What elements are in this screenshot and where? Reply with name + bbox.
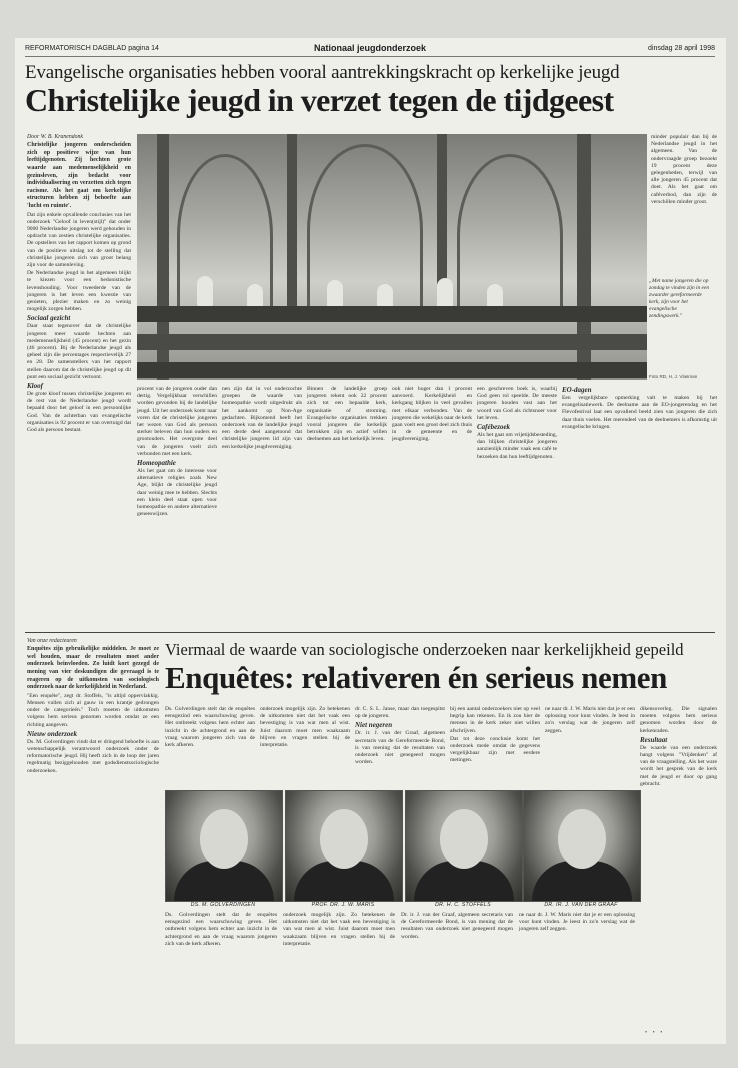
article2-paragraph: Dr. ir. J. van der Graaf, algemeen secretaris van de Gereformeerde Bond, is van mening dat de resultaten van onderzoek niet genegeerd mogen worden. xyxy=(355,730,445,766)
article1-column-8 xyxy=(562,386,717,626)
article1-headline: Christelijke jeugd in verzet tegen de tijdgeest xyxy=(25,82,614,118)
newspaper-page xyxy=(15,38,726,1044)
article2-column-lower-3 xyxy=(401,912,513,1030)
article1-paragraph: Daar staat tegenover dat de christelijke jongeren meer waarde hechten aan medemenselijkheid (45 procent) en het gezin (46 procent). Bij de Nederlandse jeugd als geheel zijn die percentages respectievelijk 27 en 28. De samenstellers van het rapport stellen daarom dat de christelijke jeugd op dit punt een sociaal gezicht vertoont. xyxy=(27,323,131,380)
article2-paragraph: Dat tot deze conclusie komt het onderzoek mede omdat de gegevens vergelijkbaar zijn met eerdere metingen. xyxy=(450,735,540,764)
portrait-caption: DR. H. C. STOFFELS xyxy=(435,902,491,908)
article2-column-lower-2 xyxy=(283,912,395,1030)
article1-paragraph: Dat zijn enkele opvallende conclusies van het onderzoek "Geloof in leven(stijl)" dat onder 9000 Nederlandse jongeren werd gehouden in opdracht van zestien christelijke organisaties. De opstellers van het rapport komen op grond van de positieve uitslag tot de stelling dat christelijke jongeren zich van groot belang zijn voor de samenleving. xyxy=(27,211,131,268)
article2-column-3 xyxy=(260,706,350,786)
article2-paragraph: dikensoverleg. Die signalen moeten volgens hem serieus genomen worden door de kerkenraden. xyxy=(640,706,717,734)
article2-headline: Enquêtes: relativeren én serieus nemen xyxy=(165,660,667,695)
section-divider xyxy=(25,632,715,633)
article2-column-2 xyxy=(165,706,255,786)
article2-column-6 xyxy=(545,706,635,786)
portrait-caption: DS. M. GOLVERDINGEN xyxy=(190,902,256,908)
article1-column-2 xyxy=(137,386,217,626)
article2-column-lower-1 xyxy=(165,912,277,1030)
portrait-caption: DR. IR. J. VAN DER GRAAF xyxy=(544,902,618,908)
header-date: dinsdag 28 april 1998 xyxy=(648,45,715,52)
article1-paragraph: een geschreven boek is, waarbij God geen rol speelde. De meeste jongeren houden vast aan het woord van God als richtsnoer voor het leven. xyxy=(477,386,557,421)
portrait-van-der-graaf xyxy=(523,790,641,902)
article1-paragraph: Een vergelijkbare opmerking valt te maken bij het evangelisatiewerk. De deelname aan de EO-jongerendag en het Flevofestival laat een opvallend beeld zien van jongeren die zich daar thuis voelen. Het merendeel van de deelnemers is afkomstig uit evangelische kringen. xyxy=(562,395,717,430)
article2-paragraph: Ds. Golverdingen stelt dat de enquêtes eensgezind een waarschuwing geven. Het ontbreekt volgens hem echter aan inzicht in de achtergrond en aan de vraag waarom jongeren zich van de kerk afkeren. xyxy=(165,706,255,749)
article2-paragraph: dr. C. S. L. Janse, maar dan toegespitst op de jongeren. xyxy=(355,706,445,720)
article2-column-1 xyxy=(27,638,159,1028)
article2-column-5 xyxy=(450,706,540,786)
article2-column-lower-4 xyxy=(519,912,635,1030)
article1-column-1 xyxy=(27,134,131,626)
portrait-stoffels xyxy=(405,790,523,902)
article1-column-6 xyxy=(477,386,557,626)
article2-paragraph: Dr. ir. J. van der Graaf, algemeen secretaris van de Gereformeerde Bond, is van mening dat de resultaten van onderzoek niet genegeerd mogen worden. xyxy=(401,912,513,940)
article2-subhead: Nieuw onderzoek xyxy=(27,729,77,738)
article1-kicker: Evangelische organisaties hebben vooral aantrekkingskracht op kerkelijke jeugd xyxy=(25,62,620,83)
article2-paragraph: ne naar dr. J. W. Maris niet dat je er een oplossing voor kunt vinden. Je leest in zo'n verslag wat de jongeren zelf zeggen. xyxy=(519,912,635,933)
article1-paragraph: De grote kloof tussen christelijke jongeren en de rest van de Nederlandse jeugd wordt bepaald door het geloof in een persoonlijke God. Van de achterban van evangelische organisaties is 92 procent er van overtuigd dat God als persoon bestaat. xyxy=(27,391,131,434)
article1-paragraph: De Nederlandse jeugd in het algemeen blijkt te kiezen voor een hedonistische levenshouding. Voor tweederde van de jongeren is het leven een kwestie van genieten, plezier maken en zo weinig mogelijk zorgen hebben. xyxy=(27,270,131,313)
article2-paragraph: bij een aantal onderzoekers niet op veel begrip kan rekenen. En ik zou hier de mensen in de kerk zeker niet willen afschrijven. xyxy=(450,706,540,734)
article1-column-4 xyxy=(307,386,387,626)
article1-subhead: Cafébezoek xyxy=(477,423,511,432)
article1-paragraph: nen zijn dat in vol onderzochte groepen de waarde van homeopathie wordt uitgedrukt als het aankomt op Non-Age gedachten. Bijkomend heeft het onderzoek van de landelijke jeugd een derde deel aangetoond dat christelijke jongeren lid zijn van een kerkelijke jeugdvereniging. xyxy=(222,386,302,450)
article1-column-3 xyxy=(222,386,302,626)
article2-subhead: Niet negeren xyxy=(355,721,393,730)
article2-subhead: Resultaat xyxy=(640,735,668,744)
article1-paragraph: ook niet hoger dan 1 procent aanvoerd. Kerkelijkheid en kerkgang blijken in veel gevallen met elkaar verbonden. Van de jongeren die wekelijks naar de kerk gaan voelt een groot deel zich thuis in de gemeente en de jeugdvereniging. xyxy=(392,386,472,443)
header-newspaper-page: REFORMATORISCH DAGBLAD pagina 14 xyxy=(25,45,159,52)
footer-marks: • • • xyxy=(645,1030,665,1036)
article2-paragraph: Ds. M. Golverdingen vindt dat er dringend behoefte is aan wetenschappelijk verantwoord onderzoek onder de reformatorische jeugd. Hij heeft zich in de loop der jaren regelmatig beziggehouden met godsdienstsociologische onderzoeken. xyxy=(27,738,159,774)
header-section: Nationaal jeugdonderzoek xyxy=(313,43,427,53)
article1-paragraph: minder populair dan bij de Nederlandse jeugd in het algemeen. Van de ondervraagde groep bezoekt 19 procent deze gelegenheden, terwijl van alle jongeren 45 procent dat doet. Als het gaat om caféverbod, dan zijn de verschillen minder groot. xyxy=(651,134,717,205)
article2-intro: Enquêtes zijn gebruikelijke middelen. Je moet ze wel houden, maar de resultaten moet ander onderzoek beinvloeden. Zo luidt kort gezegd de mening van vier deskundigen die gevraagd is te reageren op de uitkomsten van sociologisch onderzoek naar de kerkelijkheid in Nederland. xyxy=(27,646,159,691)
article1-paragraph: Als het gaat om de interesse voor alternatieve religies zoals New Age, blijkt de christelijke jeugd daar weinig mee te hebben. Slechts een klein deel staat open voor homeopathie en andere alternatieve geneeswijzen. xyxy=(137,468,217,518)
article2-paragraph: onderzoek mogelijk zijn. Zo betekenen de uitkomsten niet dat het vaak een bevestiging is van wat men al wist. Juist daarom moet men waakzaam blijven en vragen stellen bij de interpretatie. xyxy=(260,706,350,749)
article2-paragraph: "Een enquête", zegt dr. Stoffels, "is altijd oppervlakkig. Mensen vullen zich al gauw in een krantje gedrongen onder de categorieën." Toch moeten de uitkomsten volgens hem serieus genomen worden omdat ze een richting aangeven. xyxy=(27,692,159,728)
portrait-golverdingen xyxy=(165,790,283,902)
article1-paragraph: Als het gaat om vrijetijdsbesteding, dan blijken christelijke jongeren aanzienlijk minder vaak een café te bezoeken dan hun leeftijdgenoten. xyxy=(477,432,557,460)
article1-column-7 xyxy=(651,134,717,274)
article1-paragraph: procent van de jongeren ouder dan dertig. Vergelijkbaar verschillen worden gevonden bij de landelijke jeugd. Uit het onderzoek komt naar voren dat de christelijke jongeren het wezen van God als persoon sterker beleven dan hun ouders en grootouders. Het overgrote deel van de jongeren voelt zich verbonden met een kerk. xyxy=(137,386,217,457)
portrait-caption: PROF. DR. J. W. MARIS xyxy=(311,902,375,908)
article2-kicker: Viermaal de waarde van sociologische onderzoeken naar kerkelijkheid gepeild xyxy=(165,640,684,659)
photo-caption: „Met name jongeren die op zondag te vinden zijn in een zwaarder gereformeerde kerk, zijn voor het evangelische zendingswerk." xyxy=(649,278,710,319)
article2-paragraph: onderzoek mogelijk zijn. Zo betekenen de uitkomsten niet dat het vaak een bevestiging is van wat men al wist. Juist daarom moet men waakzaam blijven en vragen stellen bij de interpretatie. xyxy=(283,912,395,947)
church-photo xyxy=(137,134,647,380)
article2-column-4 xyxy=(355,706,445,786)
article1-column-5 xyxy=(392,386,472,626)
page-header xyxy=(25,42,715,57)
article2-paragraph: ne naar dr. J. W. Maris niet dat je er een oplossing voor kunt vinden. Je leest in zo'n verslag wat de jongeren zelf zeggen. xyxy=(545,706,635,734)
portrait-maris xyxy=(285,790,403,902)
article1-subhead: Homeopathie xyxy=(137,459,176,468)
article1-paragraph: Binnen de landelijke groep jongeren rekent ook 22 procent zich tot een bepaalde kerk, organisatie of stroming. Evangelische organisaties trekken vooral jongeren die kerkelijk betrokken zijn en actief willen deelnemen aan het kerkelijk leven. xyxy=(307,386,387,443)
article2-paragraph: Ds. Golverdingen stelt dat de enquêtes eensgezind een waarschuwing geven. Het ontbreekt volgens hem echter aan inzicht in de achtergrond en aan de vraag waarom jongeren zich van de kerk afkeren. xyxy=(165,912,277,947)
article2-paragraph: De waarde van een onderzoek hangt volgens "Vrijdenken" af van de vraagstelling. Als het ware wordt het gesprek van de kerk met de jeugd er door op gang gebracht. xyxy=(640,744,717,787)
article1-subhead: Sociaal gezicht xyxy=(27,314,71,323)
article1-subhead: Kloof xyxy=(27,382,43,391)
article2-intro-label: Van onze redacteuren xyxy=(27,638,77,644)
photo-credit: Foto RD, H. J. Vlasman xyxy=(649,374,698,379)
article1-subhead: EO-dagen xyxy=(562,386,592,394)
article1-lead: Christelijke jongeren onderscheiden zich op positieve wijze van hun leeftijdgenoten. Zij hechten grote waarde aan medemenselijkheid en gezinsleven, zijn bedacht voor individualisering en verzetten zich tegen racisme. Als het gaat om kerkelijke structuren hebben zij behoefte aan 'lucht en ruimte'. xyxy=(27,142,131,209)
article1-byline: Door W. B. Kranendonk xyxy=(27,134,83,140)
article2-column-7 xyxy=(640,706,717,1026)
